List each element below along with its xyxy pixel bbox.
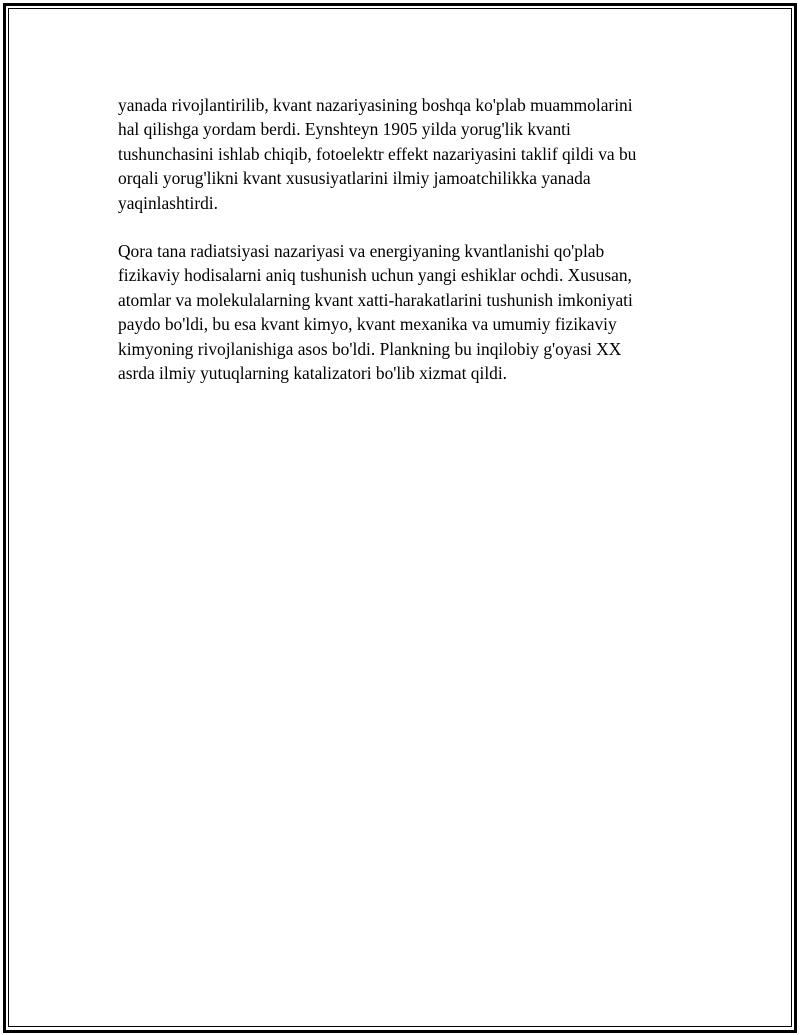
text-line: asrda ilmiy yutuqlarning katalizatori bo'lib xizmat qildi. [118, 363, 508, 384]
text-line: yaqinlashtirdi. [118, 192, 218, 213]
text-line: paydo bo'ldi, bu esa kvant kimyo, kvant mexanika va umumiy fizikaviy [118, 314, 617, 335]
text-line: fizikaviy hodisalarni aniq tushunish uchun yangi eshiklar ochdi. Xususan, [118, 265, 632, 286]
paragraph-2 [118, 239, 678, 385]
text-line: Qora tana radiatsiyasi nazariyasi va energiyaning kvantlanishi qo'plab [118, 241, 605, 262]
document-body [118, 93, 678, 409]
text-line: atomlar va molekulalarning kvant xatti-harakatlarini tushunish imkoniyati [118, 289, 633, 310]
text-line: kimyoning rivojlanishiga asos bo'ldi. Plankning bu inqilobiy g'oyasi XX [118, 338, 622, 359]
text-line: hal qilishga yordam berdi. Eynshteyn 1905 yilda yorug'lik kvanti [118, 119, 571, 140]
text-line: orqali yorug'likni kvant xususiyatlarini ilmiy jamoatchilikka yanada [118, 168, 591, 189]
text-line: yanada rivojlantirilib, kvant nazariyasining boshqa ko'plab muammolarini [118, 95, 633, 115]
paragraph-1 [118, 93, 678, 215]
text-line: tushunchasini ishlab chiqib, fotoelektr effekt nazariyasini taklif qildi va bu [118, 143, 637, 164]
